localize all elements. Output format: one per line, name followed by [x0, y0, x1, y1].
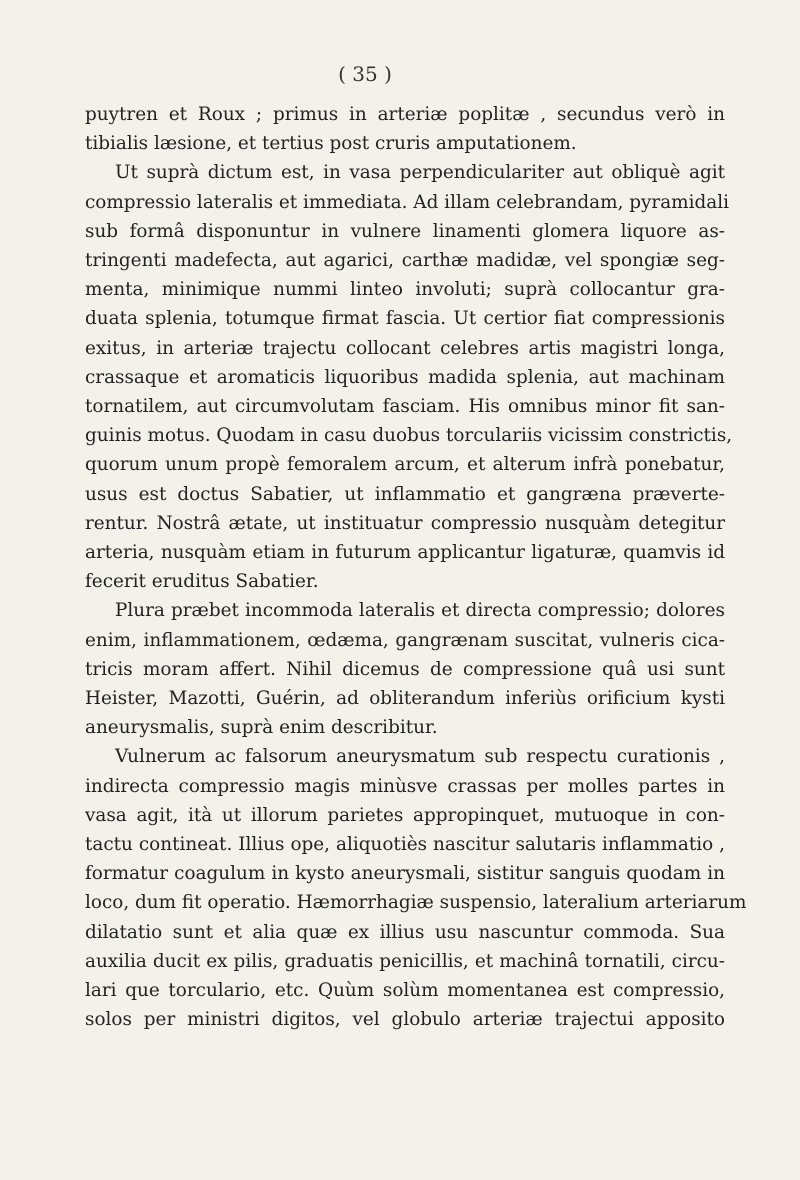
text-line: aneurysmalis, suprà enim describitur.: [85, 717, 438, 739]
text-line: Vulnerum ac falsorum aneurysmatum sub respectu curationis ,: [115, 746, 725, 768]
text-line: Ut suprà dictum est, in vasa perpendiculariter aut obliquè agit: [115, 162, 725, 184]
text-line: puytren et Roux ; primus in arteriæ poplitæ , secundus verò in: [85, 104, 725, 125]
text-line: Plura præbet incommoda lateralis et directa compressio; dolores: [115, 600, 725, 622]
text-line: tornatilem, aut circumvolutam fasciam. His omnibus minor fit san-: [85, 396, 725, 418]
text-line: tactu contineat. Illius ope, aliquotiès nascitur salutaris inflammatio ,: [85, 834, 725, 856]
text-line: menta, minimique nummi linteo involuti; suprà collocantur gra-: [85, 279, 725, 301]
text-line: solos per ministri digitos, vel globulo arteriæ trajectui apposito: [85, 1009, 725, 1031]
page-number: ( 35 ): [338, 62, 392, 86]
text-line: tringenti madefecta, aut agarici, carthæ madidæ, vel spongiæ seg-: [85, 250, 725, 272]
text-line: fecerit eruditus Sabatier.: [85, 571, 319, 593]
text-line: compressio lateralis et immediata. Ad illam celebrandam, pyramidali: [85, 191, 730, 213]
text-line: Heister, Mazotti, Guérin, ad obliterandum inferiùs orificium kysti: [85, 688, 725, 710]
text-line: duata splenia, totumque firmat fascia. Ut certior fiat compressionis: [85, 308, 725, 330]
text-line: exitus, in arteriæ trajectu collocant celebres artis magistri longa,: [85, 337, 725, 359]
text-line: loco, dum fit operatio. Hæmorrhagiæ suspensio, lateralium arteriarum: [85, 892, 747, 914]
text-line: lari que torculario, etc. Quùm solùm momentanea est compressio,: [85, 980, 725, 1002]
text-line: tricis moram affert. Nihil dicemus de compressione quâ usi sunt: [85, 658, 725, 680]
paragraph: [85, 742, 747, 1034]
text-line: tibialis læsione, et tertius post cruris amputationem.: [85, 133, 577, 155]
paragraph: [85, 100, 725, 158]
text-line: sub formâ disponuntur in vulnere linamenti glomera liquore as-: [85, 220, 725, 242]
text-line: guinis motus. Quodam in casu duobus torculariis vicissim constrictis,: [85, 425, 733, 447]
text-line: usus est doctus Sabatier, ut inflammatio et gangræna præverte-: [85, 483, 725, 505]
text-line: rentur. Nostrâ ætate, ut instituatur compressio nusquàm detegitur: [85, 512, 725, 534]
text-line: arteria, nusquàm etiam in futurum applicantur ligaturæ, quamvis id: [85, 542, 725, 564]
paragraph: [85, 596, 725, 742]
paragraph: [85, 158, 733, 596]
text-line: indirecta compressio magis minùsve crassas per molles partes in: [85, 775, 725, 797]
text-line: enim, inflammationem, œdæma, gangrænam suscitat, vulneris cica-: [85, 629, 725, 651]
text-line: crassaque et aromaticis liquoribus madida splenia, aut machinam: [85, 366, 725, 388]
body-text: [85, 100, 747, 1035]
text-line: vasa agit, ità ut illorum parietes appropinquet, mutuoque in con-: [85, 804, 725, 826]
text-line: dilatatio sunt et alia quæ ex illius usu nascuntur commoda. Sua: [85, 921, 725, 943]
text-line: auxilia ducit ex pilis, graduatis penicillis, et machinâ tornatili, circu-: [85, 950, 725, 972]
text-line: quorum unum propè femoralem arcum, et alterum infrà ponebatur,: [85, 454, 725, 476]
text-line: formatur coagulum in kysto aneurysmali, sistitur sanguis quodam in: [85, 863, 725, 885]
